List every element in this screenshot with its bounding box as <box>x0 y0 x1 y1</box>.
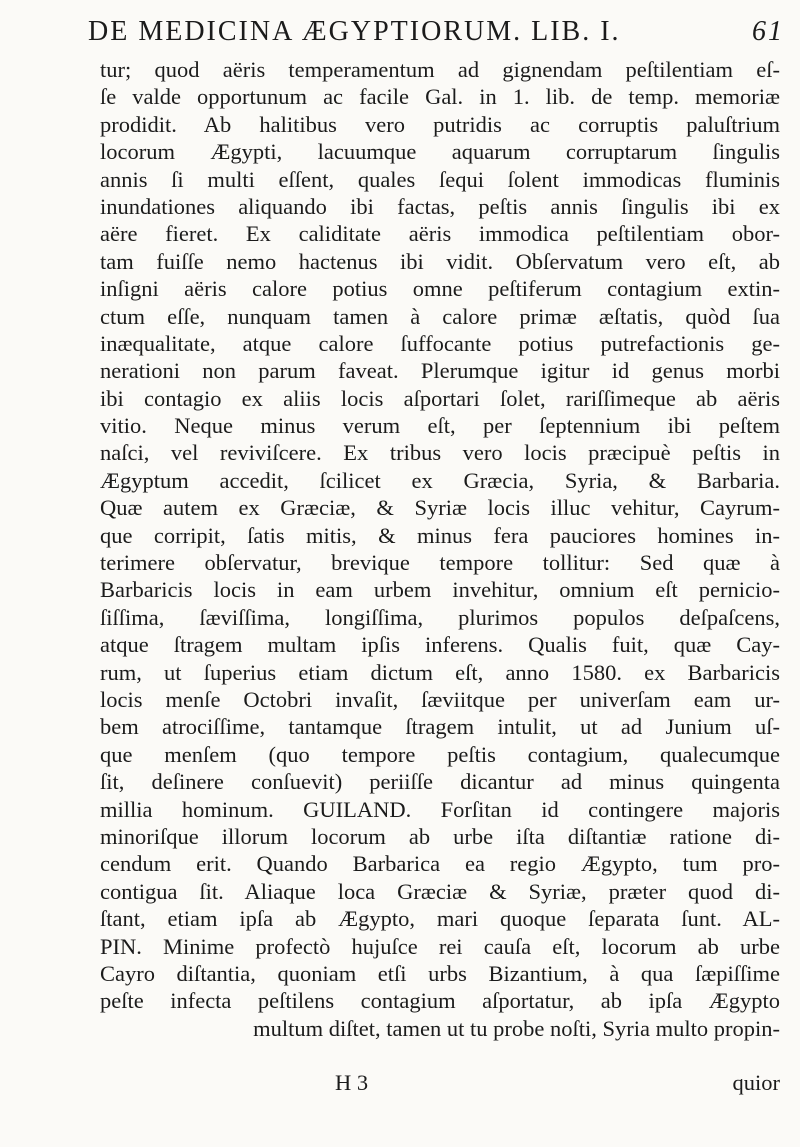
text-line: atque ſtragem multam ipſis inferens. Qualis fuit, quæ Cay- <box>100 632 780 658</box>
running-head <box>88 10 784 54</box>
text-line: ſiſſima, ſæviſſima, longiſſima, plurimos populos deſpaſcens, <box>100 604 780 630</box>
text-line: millia hominum. GUILAND. Forſitan id contingere majoris <box>100 796 780 822</box>
text-line: inæqualitate, atque calore ſuffocante potius putrefactionis ge- <box>100 330 780 356</box>
text-line: contigua ſit. Aliaque loca Græciæ & Syriæ, præter quod di- <box>100 878 780 904</box>
text-line: rum, ut ſuperius etiam dictum eſt, anno 1580. ex Barbaricis <box>100 659 780 685</box>
page-number: 61 <box>752 16 784 47</box>
text-line: Quæ autem ex Græciæ, & Syriæ locis illuc vehitur, Cayrum- <box>100 495 780 521</box>
text-line: inundationes aliquando ibi factas, peſtis annis ſingulis ibi ex <box>100 193 780 219</box>
text-line: ctum eſſe, nunquam tamen à calore primæ æſtatis, quòd ſua <box>100 303 780 329</box>
running-head-title: DE MEDICINA ÆGYPTIORUM. LIB. I. <box>88 16 621 47</box>
catchword: quior <box>732 1070 780 1095</box>
text-line: Ægyptum accedit, ſcilicet ex Græcia, Syria, & Barbaria. <box>100 467 780 493</box>
text-line: prodidit. Ab halitibus vero putridis ac corruptis paluſtrium <box>100 111 780 137</box>
text-line: PIN. Minime profectò hujuſce rei cauſa eſt, locorum ab urbe <box>100 933 780 959</box>
signature-mark: H 3 <box>335 1070 369 1095</box>
text-line: que menſem (quo tempore peſtis contagium, qualecumque <box>100 741 780 767</box>
text-line: bem atrociſſime, tantamque ſtragem intulit, ut ad Junium uſ- <box>100 714 780 740</box>
text-line: ſe valde opportunum ac facile Gal. in 1. lib. de temp. memoriæ <box>100 84 780 110</box>
text-line: Barbaricis locis in eam urbem invehitur, omnium eſt pernicio- <box>100 577 780 603</box>
text-line: minoriſque illorum locorum ab urbe iſta diſtantiæ ratione di- <box>100 823 780 849</box>
text-line: vitio. Neque minus verum eſt, per ſeptennium ibi peſtem <box>100 413 780 439</box>
text-line: cendum erit. Quando Barbarica ea regio Ægypto, tum pro- <box>100 851 780 877</box>
text-line: naſci, vel reviviſcere. Ex tribus vero locis præcipuè peſtis in <box>100 440 780 466</box>
text-line: multum diſtet, tamen ut tu probe noſti, Syria multo propin- <box>253 1015 780 1041</box>
text-line: tur; quod aëris temperamentum ad gignendam peſtilentiam eſ- <box>100 57 780 82</box>
text-line: ibi contagio ex aliis locis aſportari ſolet, rariſſimeque ab aëris <box>100 385 780 411</box>
text-line: nerationi non parum faveat. Plerumque igitur id genus morbi <box>100 358 780 384</box>
text-line: ſit, deſinere conſuevit) periiſſe dicantur ad minus quingenta <box>100 769 780 795</box>
text-line: ſtant, etiam ipſa ab Ægypto, mari quoque ſeparata ſunt. AL- <box>100 906 780 932</box>
text-line: peſte infecta peſtilens contagium aſportatur, ab ipſa Ægypto <box>100 988 780 1014</box>
text-line: annis ſi multi eſſent, quales ſequi ſolent immodicas fluminis <box>100 166 780 192</box>
text-line: terimere obſervatur, brevique tempore tollitur: Sed quæ à <box>100 550 780 576</box>
text-line: que corripit, ſatis mitis, & minus fera pauciores homines in- <box>100 522 780 548</box>
text-line: tam fuiſſe nemo hactenus ibi vidit. Obſervatum vero eſt, ab <box>100 248 780 274</box>
text-line: locorum Ægypti, lacuumque aquarum corruptarum ſingulis <box>100 139 780 165</box>
text-line: aëre fieret. Ex caliditate aëris immodica peſtilentiam obor- <box>100 221 780 247</box>
text-line: locis menſe Octobri invaſit, ſæviitque per univerſam eam ur- <box>100 686 780 712</box>
text-line: inſigni aëris calore potius omne peſtiferum contagium extin- <box>100 276 780 302</box>
body-text <box>100 56 780 1042</box>
text-line: Cayro diſtantia, quoniam etſi urbs Bizantium, à qua ſæpiſſime <box>100 960 780 986</box>
